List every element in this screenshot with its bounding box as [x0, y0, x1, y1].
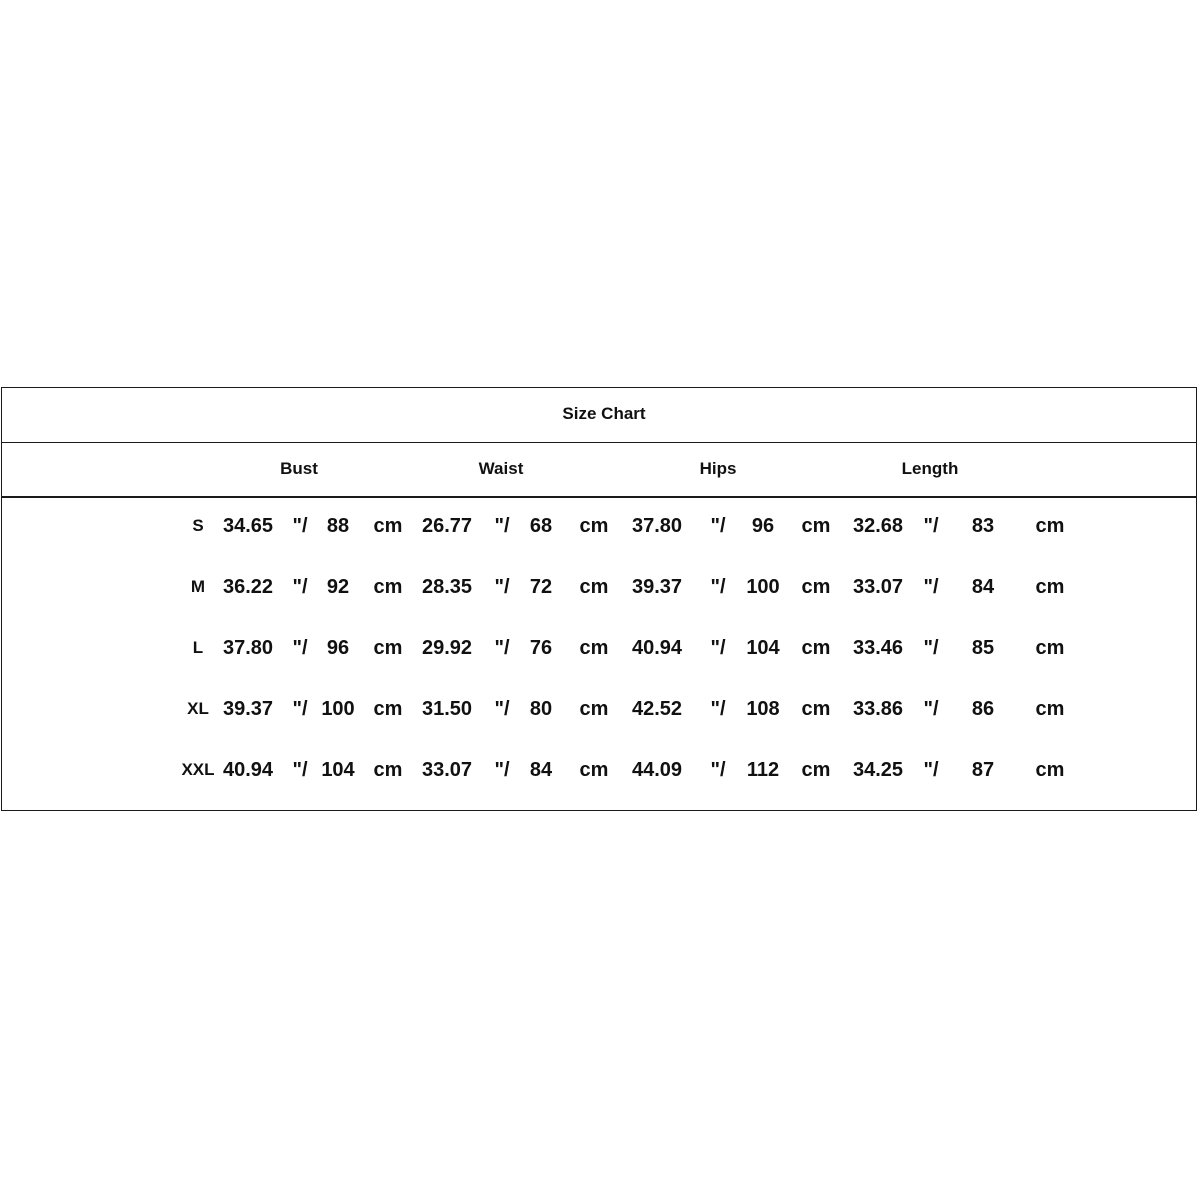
hips-cm-unit: cm: [801, 576, 831, 598]
hips-cm: 112: [746, 759, 780, 781]
length-cm-unit: cm: [1035, 576, 1065, 598]
hips-inches: 40.94: [631, 637, 683, 659]
header-hips: Hips: [699, 459, 737, 478]
hips-cm-unit: cm: [801, 637, 831, 659]
hips-inch-mark: "/: [710, 515, 726, 537]
waist-cm: 76: [529, 637, 553, 659]
hips-inch-mark: "/: [710, 637, 726, 659]
length-inch-mark: "/: [923, 698, 939, 720]
length-inch-mark: "/: [923, 637, 939, 659]
length-inches: 33.46: [852, 637, 904, 659]
bust-cm: 104: [321, 759, 355, 781]
bust-cm: 100: [321, 698, 355, 720]
length-cm-unit: cm: [1035, 759, 1065, 781]
length-cm: 84: [971, 576, 995, 598]
hips-cm-unit: cm: [801, 515, 831, 537]
waist-cm-unit: cm: [579, 637, 609, 659]
length-inches: 33.07: [852, 576, 904, 598]
size-label: XL: [187, 699, 209, 718]
hips-cm: 108: [746, 698, 780, 720]
bust-inches: 39.37: [222, 698, 274, 720]
header-row: [2, 442, 1196, 498]
hips-inch-mark: "/: [710, 698, 726, 720]
length-inch-mark: "/: [923, 515, 939, 537]
bust-cm: 88: [326, 515, 350, 537]
hips-cm-unit: cm: [801, 759, 831, 781]
bust-inch-mark: "/: [292, 759, 308, 781]
waist-inches: 29.92: [421, 637, 473, 659]
hips-cm: 96: [751, 515, 775, 537]
waist-cm-unit: cm: [579, 759, 609, 781]
table-row: [2, 689, 1196, 729]
bust-cm: 96: [326, 637, 350, 659]
bust-cm-unit: cm: [373, 576, 403, 598]
hips-inches: 39.37: [631, 576, 683, 598]
length-inch-mark: "/: [923, 576, 939, 598]
length-cm-unit: cm: [1035, 515, 1065, 537]
hips-inches: 44.09: [631, 759, 683, 781]
table-row: [2, 567, 1196, 607]
bust-inches: 34.65: [222, 515, 274, 537]
length-cm-unit: cm: [1035, 698, 1065, 720]
bust-inches: 36.22: [222, 576, 274, 598]
bust-cm-unit: cm: [373, 698, 403, 720]
length-inch-mark: "/: [923, 759, 939, 781]
bust-inch-mark: "/: [292, 576, 308, 598]
hips-inch-mark: "/: [710, 576, 726, 598]
waist-cm-unit: cm: [579, 698, 609, 720]
waist-inches: 31.50: [421, 698, 473, 720]
header-bust: Bust: [280, 459, 318, 478]
size-label: L: [192, 638, 204, 657]
waist-inch-mark: "/: [494, 698, 510, 720]
length-inches: 34.25: [852, 759, 904, 781]
length-cm: 85: [971, 637, 995, 659]
size-label: S: [192, 516, 204, 535]
size-label: M: [190, 577, 206, 596]
bust-inch-mark: "/: [292, 698, 308, 720]
waist-inches: 26.77: [421, 515, 473, 537]
waist-cm: 68: [529, 515, 553, 537]
waist-inch-mark: "/: [494, 576, 510, 598]
length-inches: 32.68: [852, 515, 904, 537]
title-row: [2, 388, 1196, 443]
bust-inches: 40.94: [222, 759, 274, 781]
hips-inch-mark: "/: [710, 759, 726, 781]
length-cm: 86: [971, 698, 995, 720]
hips-inches: 42.52: [631, 698, 683, 720]
bust-cm-unit: cm: [373, 515, 403, 537]
bust-cm-unit: cm: [373, 637, 403, 659]
bust-cm: 92: [326, 576, 350, 598]
waist-inch-mark: "/: [494, 637, 510, 659]
waist-inch-mark: "/: [494, 515, 510, 537]
waist-inches: 28.35: [421, 576, 473, 598]
hips-inches: 37.80: [631, 515, 683, 537]
table-row: [2, 750, 1196, 790]
hips-cm: 104: [746, 637, 780, 659]
waist-cm: 72: [529, 576, 553, 598]
waist-cm: 80: [529, 698, 553, 720]
bust-inches: 37.80: [222, 637, 274, 659]
length-cm: 83: [971, 515, 995, 537]
size-chart-table: [1, 387, 1197, 811]
bust-cm-unit: cm: [373, 759, 403, 781]
table-row: [2, 506, 1196, 546]
size-label: XXL: [181, 760, 215, 779]
waist-cm-unit: cm: [579, 576, 609, 598]
length-inches: 33.86: [852, 698, 904, 720]
bust-inch-mark: "/: [292, 515, 308, 537]
table-row: [2, 628, 1196, 668]
chart-title: Size Chart: [562, 404, 646, 423]
waist-inch-mark: "/: [494, 759, 510, 781]
header-waist: Waist: [478, 459, 524, 478]
waist-inches: 33.07: [421, 759, 473, 781]
bust-inch-mark: "/: [292, 637, 308, 659]
waist-cm: 84: [529, 759, 553, 781]
hips-cm-unit: cm: [801, 698, 831, 720]
header-length: Length: [901, 459, 959, 478]
length-cm-unit: cm: [1035, 637, 1065, 659]
waist-cm-unit: cm: [579, 515, 609, 537]
hips-cm: 100: [746, 576, 780, 598]
length-cm: 87: [971, 759, 995, 781]
